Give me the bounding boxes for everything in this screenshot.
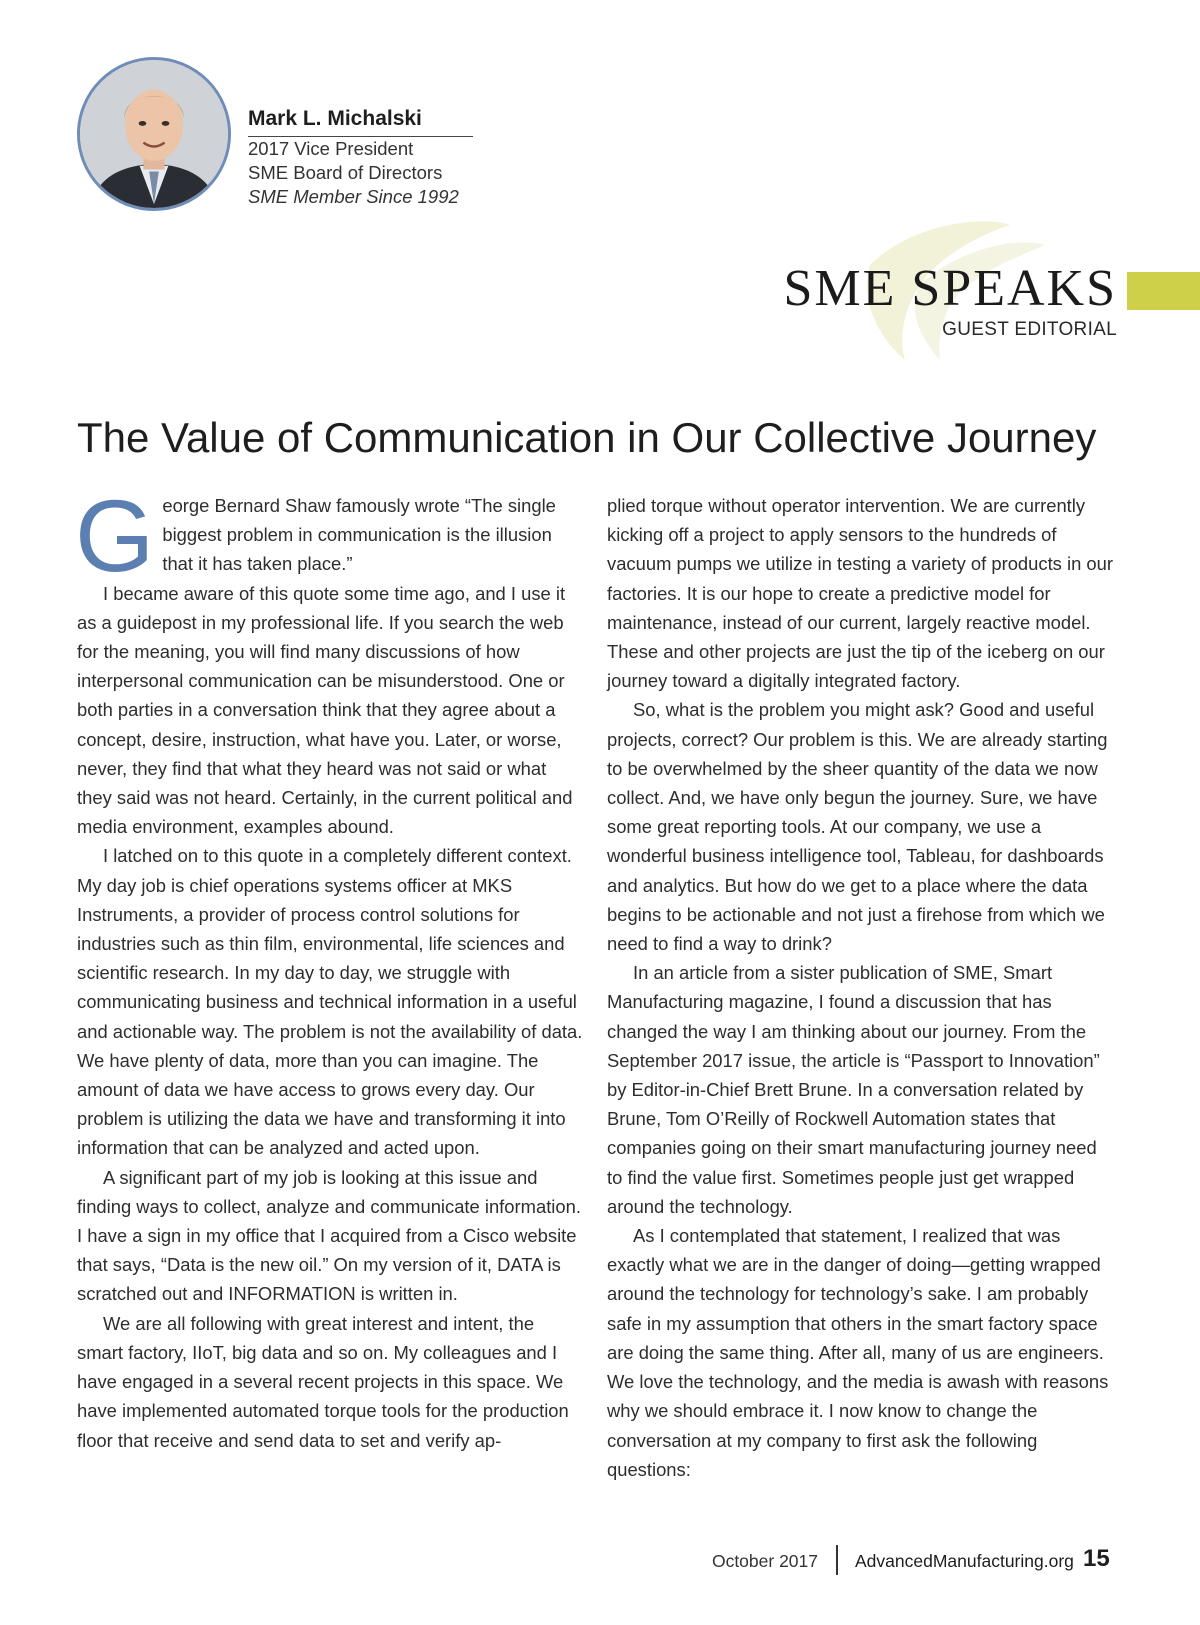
site-link[interactable]: AdvancedManufacturing.org <box>855 1551 1074 1571</box>
article-paragraph: plied torque without operator intervention. We are currently kicking off a project to apply sensors to the hundreds of vacuum pumps we utilize in testing a variety of products in our factories. It is our hope to create a predictive model for maintenance, instead of our current, largely reactive model. These and other projects are just the tip of the iceberg on our journey toward a digitally integrated factory. <box>607 495 1113 692</box>
author-portrait-graphic <box>80 60 228 208</box>
article-paragraph: We are all following with great interest and intent, the smart factory, IIoT, big data and so on. My colleagues and I have engaged in a several recent projects in this space. We have implemented automated torque tools for the production floor that receive and send data to set and verify ap- <box>77 1312 569 1451</box>
article-paragraph: I became aware of this quote some time ago, and I use it as a guidepost in my professional life. If you search the web for the meaning, you will find many discussions of how interpersonal communication can be misunderstood. One or both parties in a conversation think that they agree about a concept, desire, instruction, what have you. Later, or worse, never, they find that what they heard was not said or what they said was not heard. Certainly, in the current political and media environment, examples abound. <box>77 582 573 838</box>
article-left-column <box>75 479 585 1455</box>
article-paragraph: I latched on to this quote in a completely different context. My day job is chief operations systems officer at MKS Instruments, a provider of process control solutions for industries such as thin film, environmental, life sciences and scientific research. In my day to day, we struggle with communicating business and technical information in a useful and actionable way. The problem is not the availability of data. We have plenty of data, more than you can imagine. The amount of data we have access to grows every day. Our problem is utilizing the data we have and transforming it into information that can be analyzed and acted upon. <box>77 845 583 1159</box>
drop-cap: G <box>75 479 155 593</box>
page-footer <box>0 1545 1200 1579</box>
author-member-since: SME Member Since 1992 <box>248 186 459 207</box>
author-photo <box>77 57 231 211</box>
author-name: Mark L. Michalski <box>248 106 473 137</box>
page-number: 15 <box>1083 1545 1110 1572</box>
issue-date: October 2017 <box>711 1551 818 1571</box>
author-byline <box>248 106 473 209</box>
section-title: SME SPEAKS <box>783 260 1117 317</box>
article-paragraph: A significant part of my job is looking at this issue and finding ways to collect, analyze and communicate information. I have a sign in my office that I acquired from a Cisco website that says, “Data is the new oil.” On my version of it, DATA is scratched out and INFORMATION is written in. <box>77 1166 581 1305</box>
section-subtitle: GUEST EDITORIAL <box>942 319 1117 340</box>
section-accent-bar <box>1127 272 1200 310</box>
article-paragraph: As I contemplated that statement, I realized that was exactly what we are in the danger of doing—getting wrapped around the technology for technology’s sake. I am probably safe in my assumption that others in the smart factory space are doing the same thing. After all, many of us are engineers. We love the technology, and the media is awash with reasons why we should embrace it. I now know to change the conversation at my company to first ask the following questions: <box>607 1225 1109 1480</box>
footer-divider <box>836 1545 838 1575</box>
author-title-line2: SME Board of Directors <box>248 162 443 183</box>
article-headline: The Value of Communication in Our Collective Journey <box>77 414 1097 461</box>
article-paragraph: So, what is the problem you might ask? Good and useful projects, correct? Our problem is this. We are already starting to be overwhelmed by the sheer quantity of the data we now collect. And, we have only begun the journey. Sure, we have some great reporting tools. At our company, we use a wonderful business intelligence tool, Tableau, for dashboards and analytics. But how do we get to a place where the data begins to be actionable and not just a firehose from which we need to find a way to drink? <box>607 699 1108 955</box>
article-paragraph: In an article from a sister publication of SME, Smart Manufacturing magazine, I found a discussion that has changed the way I am thinking about our journey. From the September 2017 issue, the article is “Passport to Innovation” by Editor-in-Chief Brett Brune. In a conversation related by Brune, Tom O’Reilly of Rockwell Automation states that companies going on their smart manufacturing journey need to find the value first. Sometimes people just get wrapped around the technology. <box>607 962 1100 1217</box>
author-title-line1: 2017 Vice President <box>248 138 414 159</box>
article-right-column <box>607 491 1117 1484</box>
article-paragraph: George Bernard Shaw famously wrote “The single biggest problem in communication is the illusion that it has taken place.” <box>75 479 556 593</box>
